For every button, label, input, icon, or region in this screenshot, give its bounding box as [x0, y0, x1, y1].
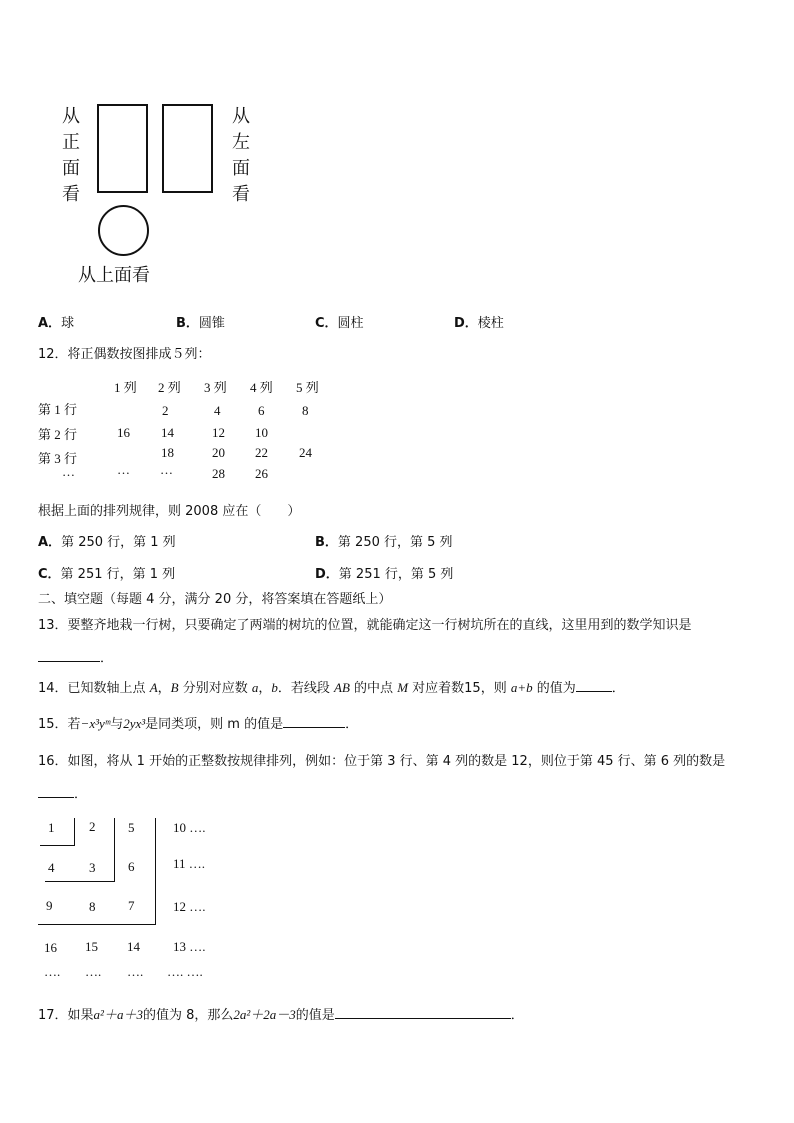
table-cell: 20: [212, 445, 225, 460]
grid-number: 5: [128, 820, 135, 835]
table-cell: 14: [161, 425, 174, 440]
q16-text: 16．如图，将从 1 开始的正整数按规律排列，例如：位于第 3 行、第 4 列的数是 12，则位于第 45 行、第 6 列的数是: [38, 754, 726, 769]
q11-option-a[interactable]: A．球: [38, 316, 75, 331]
front-label-char: 正: [62, 132, 80, 153]
table-cell: 16: [117, 425, 130, 440]
table-cell: 26: [255, 466, 268, 481]
left-label-char: 从: [232, 106, 250, 127]
front-label-char: 看: [62, 184, 80, 205]
grid-ellipsis: ….: [127, 964, 144, 979]
table-cell: 22: [255, 445, 268, 460]
q12-option-a[interactable]: A．第 250 行，第 1 列: [38, 535, 176, 550]
grid-number: 3: [89, 860, 96, 875]
col-header: 4 列: [250, 380, 273, 395]
top-view-label: 从上面看: [78, 265, 150, 286]
answer-blank[interactable]: [335, 1017, 511, 1019]
grid-number: 13 ….: [173, 939, 206, 954]
table-cell: 18: [161, 445, 174, 460]
grid-number: 9: [46, 898, 53, 913]
grid-number: 7: [128, 898, 135, 913]
row-label: 第 1 行: [38, 402, 78, 417]
answer-blank[interactable]: [38, 796, 74, 798]
table-cell: 8: [302, 403, 309, 418]
grid-line: [38, 924, 156, 925]
front-view-rectangle: [97, 104, 148, 193]
row-label: …: [62, 464, 75, 479]
q13-answer-line[interactable]: ．: [38, 647, 113, 666]
math-term: 2yx³: [123, 716, 146, 731]
left-view-rectangle: [162, 104, 213, 193]
table-cell: …: [117, 462, 130, 477]
q14-text: 14．已知数轴上点 A，B 分别对应数 a，b．若线段 AB 的中点 M 对应着数15，则 a+b 的值为 ．: [38, 680, 625, 696]
table-cell: 2: [162, 403, 169, 418]
table-cell: 24: [299, 445, 312, 460]
grid-number: 10 ….: [173, 820, 206, 835]
top-view-circle: [98, 205, 149, 256]
grid-ellipsis: ….: [85, 964, 102, 979]
grid-number: 1: [48, 820, 55, 835]
answer-blank[interactable]: [576, 690, 612, 692]
left-label-char: 面: [232, 158, 250, 179]
grid-number: 16: [44, 940, 57, 955]
q11-option-b[interactable]: B．圆锥: [176, 316, 225, 331]
section-heading: 二、填空题（每题 4 分，满分 20 分，将答案填在答题纸上）: [38, 592, 392, 607]
table-cell: 28: [212, 466, 225, 481]
q12-question: 根据上面的排列规律，则 2008 应在（ ）: [38, 504, 301, 519]
q12-option-d[interactable]: D．第 251 行，第 5 列: [315, 567, 454, 582]
left-label-char: 看: [232, 184, 250, 205]
col-header: 2 列: [158, 380, 181, 395]
answer-blank[interactable]: [283, 726, 345, 728]
math-expression: 2a²＋2a－3: [233, 1007, 296, 1022]
col-header: 3 列: [204, 380, 227, 395]
q17-text: 17．如果a²＋a＋3的值为 8，那么2a²＋2a－3的值是 ．: [38, 1007, 524, 1023]
left-label-char: 左: [232, 132, 250, 153]
row-label: 第 3 行: [38, 451, 78, 466]
q11-option-c[interactable]: C．圆柱: [315, 316, 364, 331]
q15-text: 15．若−x³yᵐ与2yx³是同类项，则 m 的值是 ．: [38, 716, 359, 732]
grid-number: 2: [89, 819, 96, 834]
table-cell: 4: [214, 403, 221, 418]
col-header: 1 列: [114, 380, 137, 395]
grid-line: [45, 881, 115, 882]
table-cell: …: [160, 462, 173, 477]
q12-stem: 12．将正偶数按图排成５列：: [38, 347, 211, 362]
math-term: −x³yᵐ: [80, 716, 111, 731]
q11-option-d[interactable]: D．棱柱: [454, 316, 504, 331]
grid-number: 11 ….: [173, 856, 206, 871]
q12-option-c[interactable]: C．第 251 行，第 1 列: [38, 567, 176, 582]
grid-line: [74, 818, 75, 845]
grid-line: [40, 845, 75, 846]
grid-number: 14: [127, 939, 140, 954]
front-label-char: 面: [62, 158, 80, 179]
grid-number: 4: [48, 860, 55, 875]
row-label: 第 2 行: [38, 427, 78, 442]
grid-number: 15: [85, 939, 98, 954]
grid-number: 12 ….: [173, 899, 206, 914]
q16-answer-line[interactable]: ．: [38, 783, 87, 802]
grid-number: 6: [128, 859, 135, 874]
answer-blank[interactable]: [38, 660, 100, 662]
q12-option-b[interactable]: B．第 250 行，第 5 列: [315, 535, 453, 550]
front-label-char: 从: [62, 106, 80, 127]
col-header: 5 列: [296, 380, 319, 395]
table-cell: 6: [258, 403, 265, 418]
grid-line: [155, 818, 156, 924]
grid-line: [114, 818, 115, 881]
grid-ellipsis: …. ….: [167, 964, 203, 979]
grid-number: 8: [89, 899, 96, 914]
grid-ellipsis: ….: [44, 964, 61, 979]
math-expression: a²＋a＋3: [93, 1007, 143, 1022]
table-cell: 12: [212, 425, 225, 440]
q13-text: 13．要整齐地栽一行树，只要确定了两端的树坑的位置，就能确定这一行树坑所在的直线，这里用到的数学知识是: [38, 618, 692, 633]
table-cell: 10: [255, 425, 268, 440]
